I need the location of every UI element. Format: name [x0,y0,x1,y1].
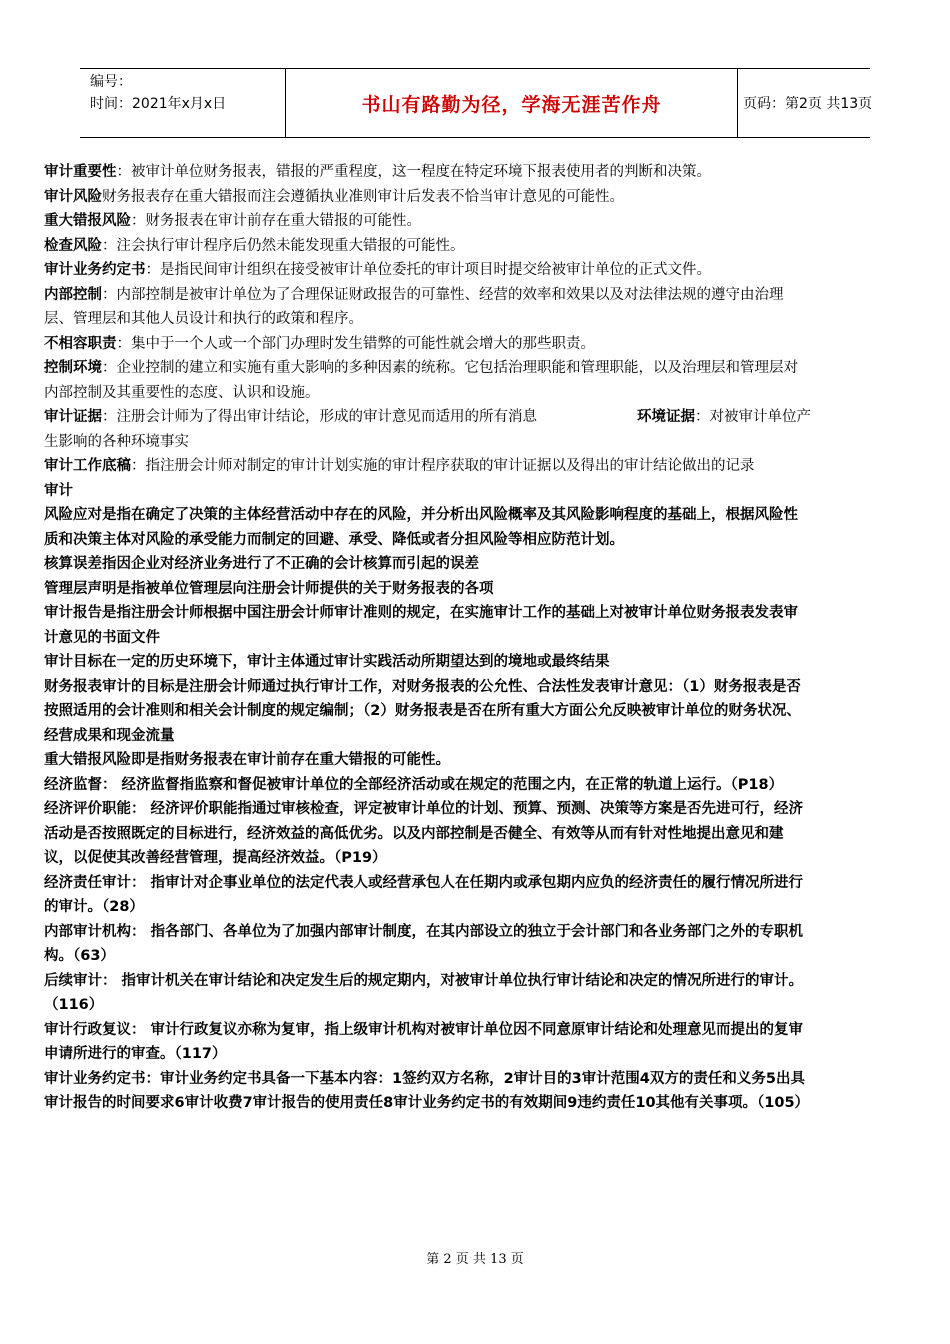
term: 重大错报风险 [44,213,131,229]
motto: 书山有路勤为径，学海无涯苦作舟 [361,93,662,116]
definition-paragraph [44,332,812,357]
header-page-cell [737,69,876,137]
bold-paragraph: 风险应对是指在确定了决策的主体经营活动中存在的风险，并分析出风险概率及其风险影响程度的基础上，根据风险性质和决策主体对风险的承受能力而制定的回避、承受、降低或者分担风险等相应防范计划。 [44,507,798,548]
number-label: 编号： [90,74,132,90]
bold-paragraph: 财务报表审计的目标是注册会计师通过执行审计工作，对财务报表的公允性、合法性发表审计意见：（1）财务报表是否按照适用的会计准则和相关会计制度的规定编制；（2）财务报表是否在所有重大方面公允反映被审计单位的财务状况、经营成果和现金流量 [44,678,801,744]
term: 检查风险 [44,237,102,254]
page-label: 页码：第2页 共13页 [743,96,873,112]
bold-paragraph: 经济责任审计： 指审计对企事业单位的法定代表人或经营承包人在任期内或承包期内应负的经济责任的履行情况所进行的审计。（28） [44,874,804,915]
page-footer: 第 2 页 共 13 页 [426,1252,524,1267]
bold-paragraph: 审计行政复议： 审计行政复议亦称为复审，指上级审计机构对被审计单位因不同意原审计结论和处理意见而提出的复审申请所进行的审查。（117） [44,1021,804,1062]
term: 不相容职责 [44,335,117,352]
definition-paragraph [44,160,812,185]
bold-paragraph: 管理层声明是指被单位管理层向注册会计师提供的关于财务报表的各项 [44,580,494,597]
definition-paragraph [44,185,812,210]
definition-text: 财务报表存在重大错报而注会遵循执业准则审计后发表不恰当审计意见的可能性。 [102,188,624,205]
bold-paragraph: 审计目标在一定的历史环境下，审计主体通过审计实践活动所期望达到的境地或最终结果 [44,654,610,670]
term: 审计业务约定书 [44,262,146,278]
term: 审计重要性 [44,164,117,180]
definition-paragraph [44,356,812,405]
definition-text: ：集中于一个人或一个部门办理时发生错弊的可能性就会增大的那些职责。 [116,335,595,352]
definition-text: ：注会执行审计程序后仍然未能发现重大错报的可能性。 [102,237,465,254]
bold-paragraph: 后续审计： 指审计机关在审计结论和决定发生后的规定期内，对被审计单位执行审计结论和决定的情况所进行的审计。（116） [44,972,804,1013]
bold-paragraph: 审计 [44,482,73,499]
term: 内部控制 [44,286,102,303]
definition-paragraph [44,405,812,454]
definition-paragraph [44,283,812,332]
definition-text: ：内部控制是被审计单位为了合理保证财政报告的可靠性、经营的效率和效果以及对法律法规的遵守由治理层、管理层和其他人员设计和执行的政策和程序。 [44,286,784,327]
bold-paragraph: 审计报告是指注册会计师根据中国注册会计师审计准则的规定，在实施审计工作的基础上对被审计单位财务报表发表审计意见的书面文件 [44,605,798,646]
definition-text: ：注册会计师为了得出审计结论，形成的审计意见而适用的所有消息 [102,409,537,425]
bold-paragraph: 重大错报风险即是指财务报表在审计前存在重大错报的可能性。 [44,752,450,768]
definition-text: ：企业控制的建立和实施有重大影响的多种因素的统称。它包括治理职能和管理职能，以及治理层和管理层对内部控制及其重要性的态度、认识和设施。 [44,360,798,401]
definition-text: ：被审计单位财务报表，错报的严重程度，这一程度在特定环境下报表使用者的判断和决策。 [116,164,711,180]
bold-paragraph: 经济监督： 经济监督指监察和督促被审计单位的全部经济活动或在规定的范围之内，在正常的轨道上运行。（P18） [44,776,784,793]
term: 审计工作底稿 [44,458,131,474]
definition-paragraph [44,258,812,283]
term: 审计证据 [44,409,102,425]
page-header [80,68,873,138]
definition-paragraph [44,234,812,259]
definition-text: ：对被审计单位产生影响的各种环境事实 [44,409,811,450]
bold-paragraph: 核算误差指因企业对经济业务进行了不正确的会计核算而引起的误差 [44,556,479,572]
definition-paragraph [44,454,812,479]
bold-paragraph: 审计业务约定书：审计业务约定书具备一下基本内容：1签约双方名称，2审计目的3审计范围4双方的责任和义务5出具审计报告的时间要求6审计收费7审计报告的使用责任8审计业务约定书的有效期间9违约责任10其他有关事项。（105） [44,1070,810,1111]
definition-paragraph [44,209,812,234]
header-meta [80,69,285,137]
definition-text: ：是指民间审计组织在接受被审计单位委托的审计项目时提交给被审计单位的正式文件。 [145,262,711,278]
time-label: 时间：2021年x月x日 [90,96,227,112]
bold-paragraph: 经济评价职能： 经济评价职能指通过审核检查，评定被审计单位的计划、预算、预测、决策等方案是否先进可行，经济活动是否按照既定的目标进行，经济效益的高低优劣。以及内部控制是否健全、有效等从而有针对性地提出意见和建议，以促使其改善经营管理，提高经济效益。（P19） [44,801,804,866]
definition-text: ：指注册会计师对制定的审计计划实施的审计程序获取的审计证据以及得出的审计结论做出的记录 [131,458,755,474]
document-body [44,160,812,1116]
term: 环境证据 [637,409,695,425]
definition-text: ：财务报表在审计前存在重大错报的可能性。 [131,213,421,229]
term: 审计风险 [44,188,102,205]
bold-paragraph: 内部审计机构： 指各部门、各单位为了加强内部审计制度，在其内部设立的独立于会计部门和各业务部门之外的专职机构。（63） [44,923,804,964]
header-motto-cell [285,69,738,137]
term: 控制环境 [44,360,102,376]
